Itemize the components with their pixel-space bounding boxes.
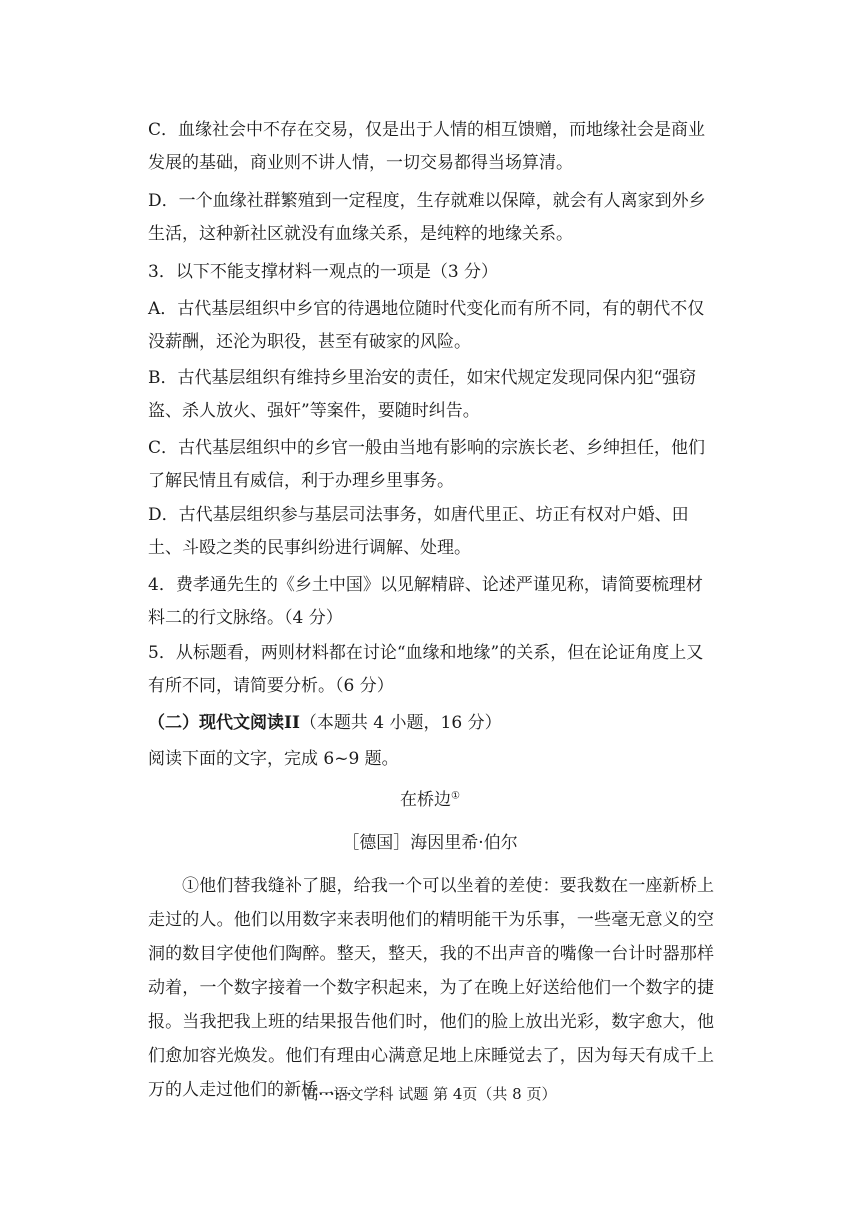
section-heading-bold: （二）现代文阅读II	[148, 713, 300, 733]
question-3-option-c: C．古代基层组织中的乡官一般由当地有影响的宗族长老、乡绅担任，他们了解民情且有威信，利于办理乡里事务。	[148, 438, 706, 491]
question-3-option-d: D．古代基层组织参与基层司法事务，如唐代里正、坊正有权对户婚、田土、斗殴之类的民事纠纷进行调解、处理。	[148, 505, 689, 558]
story-title-note: ①	[451, 790, 460, 802]
story-author: ［德国］海因里希·伯尔	[342, 833, 518, 853]
question-3-option-a: A．古代基层组织中乡官的待遇地位随时代变化而有所不同，有的朝代不仅没薪酬，还沦为职役，甚至有破家的风险。	[148, 299, 705, 352]
section-heading-rest: （本题共 4 小题，16 分）	[299, 713, 502, 733]
story-title-text: 在桥边	[400, 790, 452, 810]
section-heading	[148, 707, 718, 740]
story-paragraph-1: ①他们替我缝补了腿，给我一个可以坐着的差使：要我数在一座新桥上走过的人。他们以用数字来表明他们的精明能干为乐事，一些毫无意义的空洞的数目字使他们陶醉。整天，整天，我的不出声音的嘴像一台计时器那样动着，一个数字接着一个数字积起来，为了在晚上好送给他们一个数字的捷报。当我把我上班的结果报告他们时，他们的脸上放出光彩，数字愈大，他们愈加容光焕发。他们有理由心满意足地上床睡觉去了，因为每天有成千上万的人走过他们的新桥……	[148, 876, 714, 1100]
question-2-option-d: D．一个血缘社群繁殖到一定程度，生存就难以保障，就会有人离家到外乡生活，这种新社区就没有血缘关系，是纯粹的地缘关系。	[148, 191, 706, 244]
reading-instruction: 阅读下面的文字，完成 6~9 题。	[148, 749, 399, 769]
question-4: 4．费孝通先生的《乡土中国》以见解精辟、论述严谨见称，请简要梳理材料二的行文脉络。（4 分）	[148, 575, 703, 628]
question-3-stem: 3．以下不能支撑材料一观点的一项是（3 分）	[148, 262, 499, 282]
question-2-option-c: C．血缘社会中不存在交易，仅是出于人情的相互馈赠，而地缘社会是商业发展的基础，商业则不讲人情，一切交易都得当场算清。	[148, 120, 706, 173]
story-title	[0, 788, 860, 812]
question-3-option-b: B．古代基层组织有维持乡里治安的责任，如宋代规定发现同保内犯“强窃盗、杀人放火、强奸”等案件，要随时纠告。	[148, 368, 697, 421]
question-5: 5．从标题看，两则材料都在讨论“血缘和地缘”的关系，但在论证角度上又有所不同，请简要分析。（6 分）	[148, 643, 704, 696]
page-footer: 高一语文学科 试题 第 4页（共 8 页）	[303, 1085, 557, 1103]
